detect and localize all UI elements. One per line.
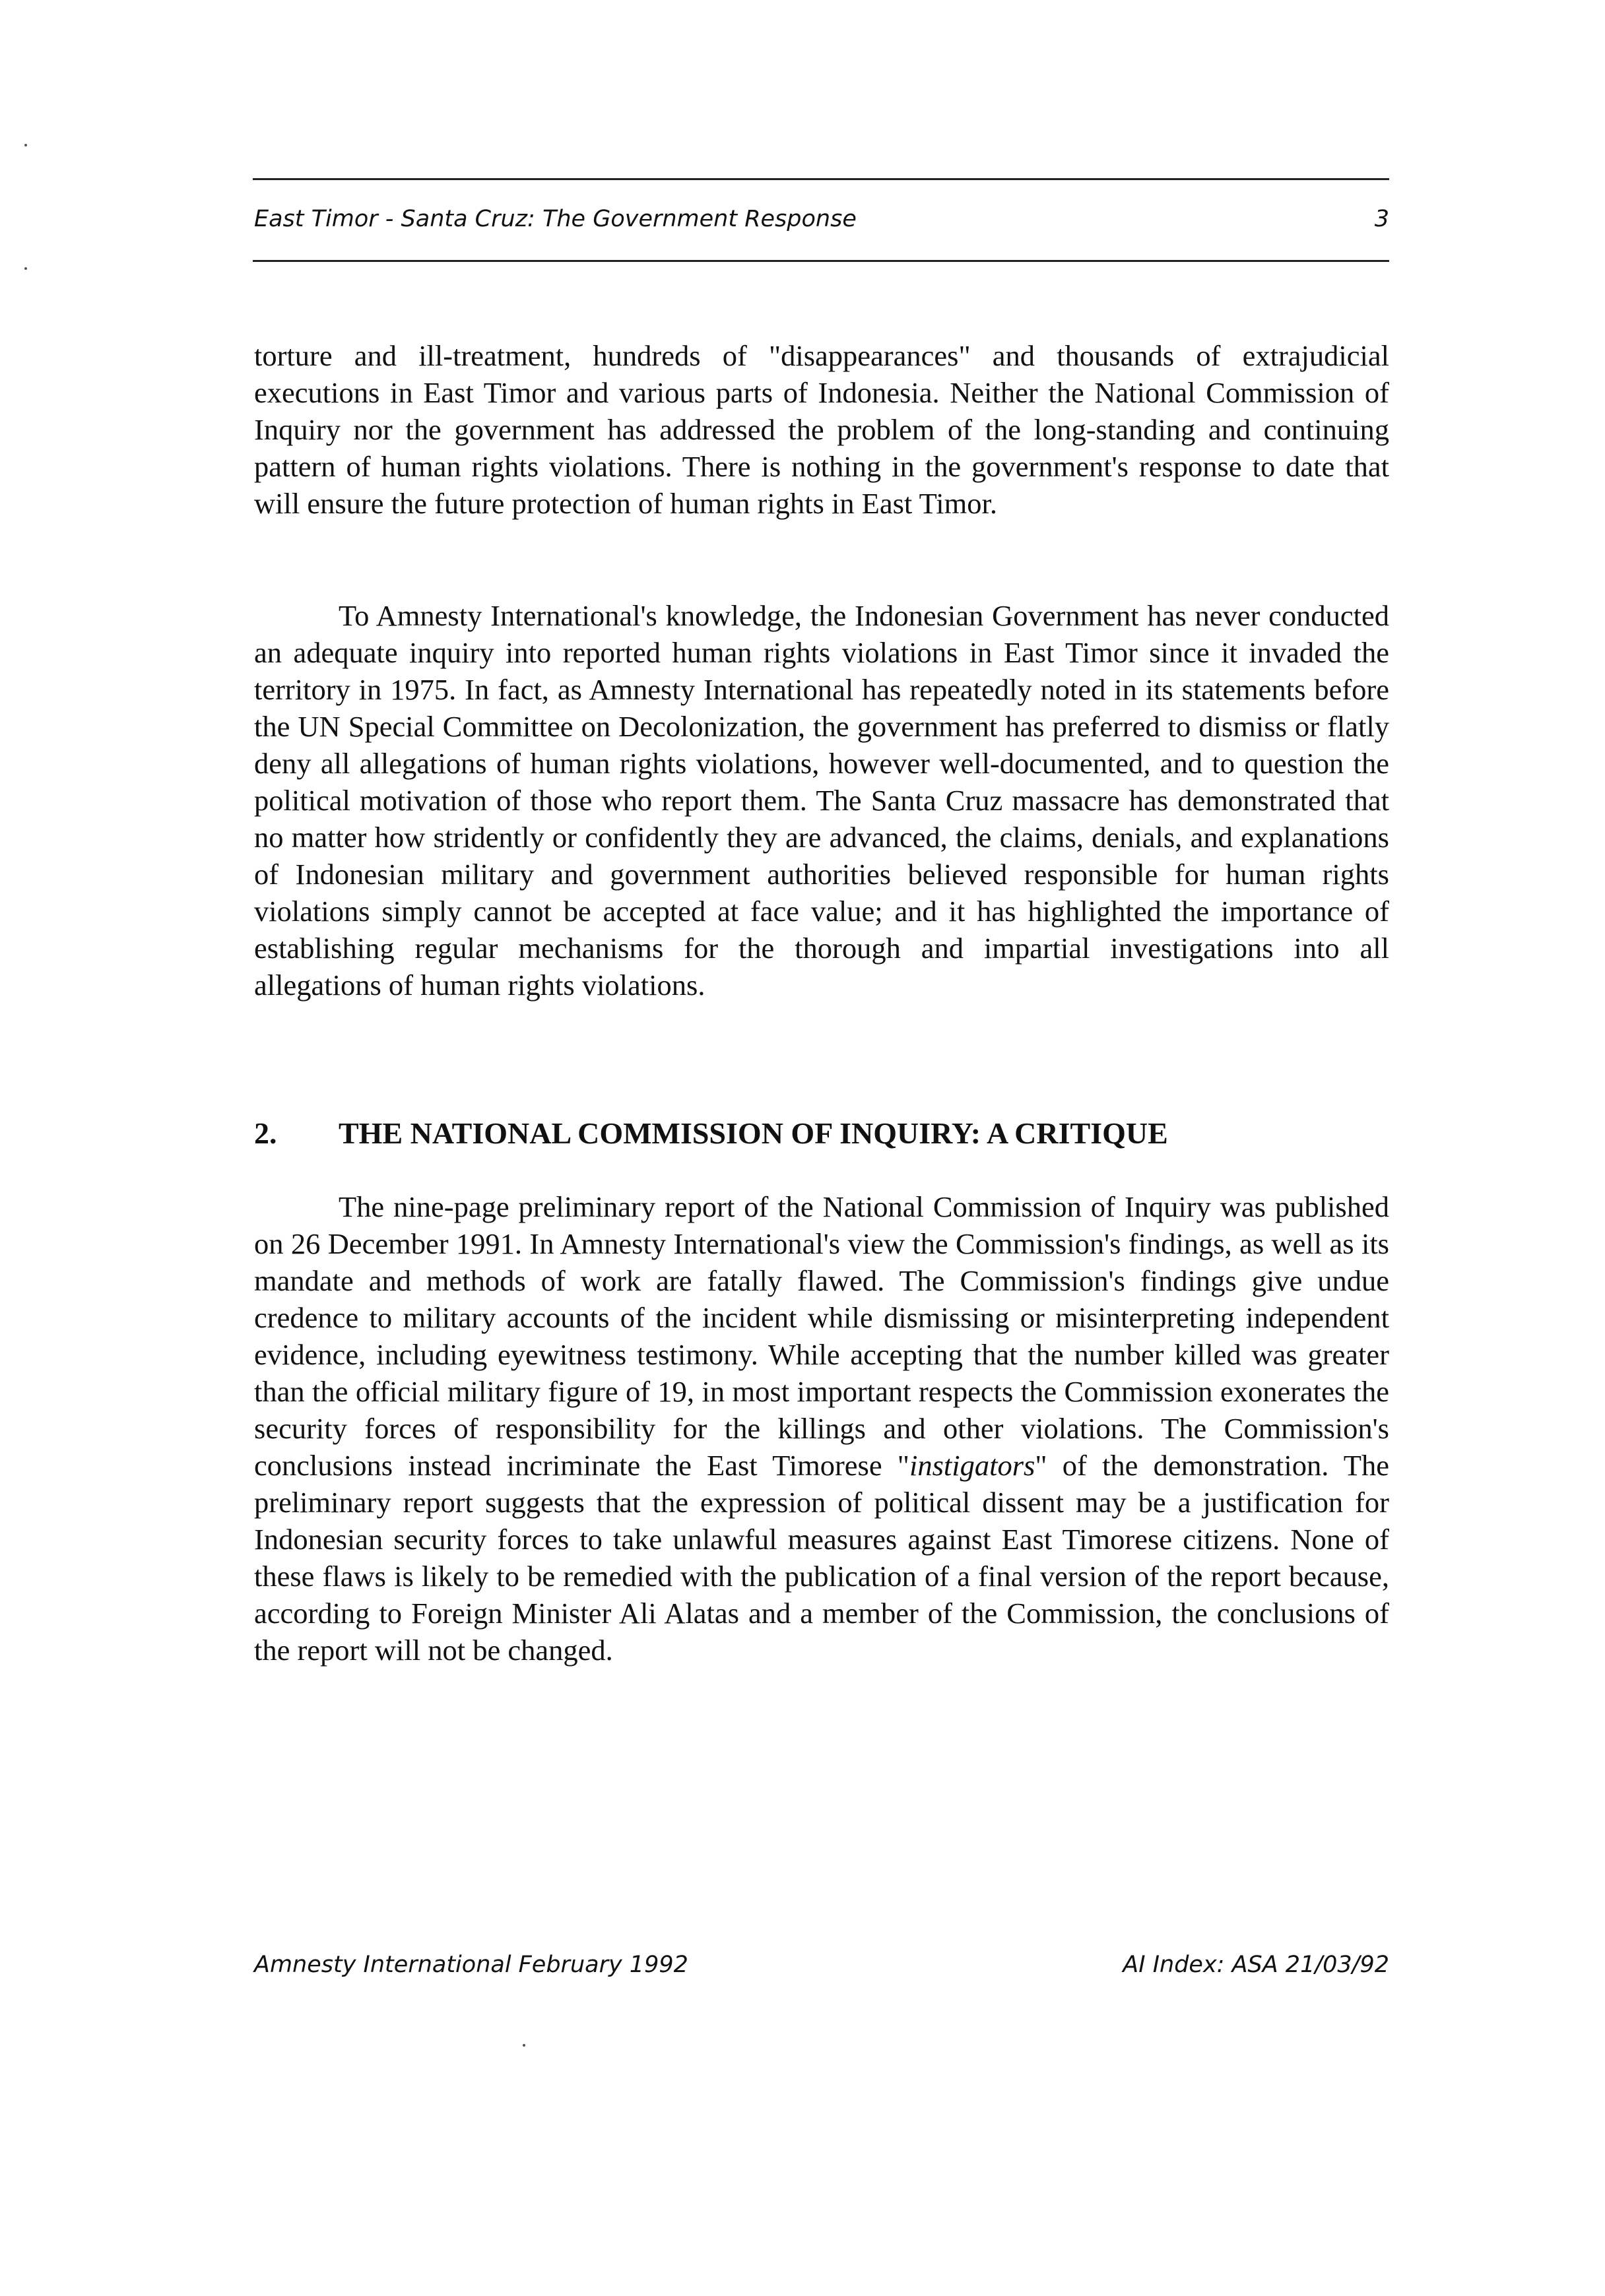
header-rule-top: [253, 178, 1389, 180]
footer-index: AI Index: ASA 21/03/92: [1123, 1952, 1389, 1978]
emphasis-text: instigators: [909, 1449, 1035, 1482]
scan-speck: [523, 2044, 525, 2047]
body-paragraph: [254, 1188, 1389, 1669]
section-title: THE NATIONAL COMMISSION OF INQUIRY: A CRITIQUE: [339, 1116, 1168, 1150]
scan-speck: [24, 144, 27, 146]
paragraph-text: To Amnesty International's knowledge, the Indonesian Government has never conducted an adequate inquiry into reported human rights violations in East Timor since it invaded the territory in 1975. In fact, as Amnesty International has repeatedly noted in its statements before the UN Special Committee on Decolonization, the government has preferred to dismiss or flatly deny all allegations of human rights violations, however well-documented, and to question the political motivation of those who report them. The Santa Cruz massacre has demonstrated that no matter how stridently or confidently they are advanced, the claims, denials, and explanations of Indonesian military and government authorities believed responsible for human rights violations simply cannot be accepted at face value; and it has highlighted the importance of establishing regular mechanisms for the thorough and impartial investigations into all allegations of human rights violations.: [254, 599, 1389, 1002]
body-paragraph: [254, 597, 1389, 1004]
scan-speck: [24, 267, 27, 270]
section-number: 2.: [254, 1116, 277, 1150]
running-head-title: East Timor - Santa Cruz: The Government Response: [254, 206, 857, 232]
paragraph-text-part: The nine-page preliminary report of the National Commission of Inquiry was published on 26 December 1991. In Amnesty International's view the Commission's findings, as well as its mandate and methods of work are fatally flawed. The Commission's findings give undue credence to military accounts of the incident while dismissing or misinterpreting independent evidence, including eyewitness testimony. While accepting that the number killed was greater than the official military figure of 19, in most important respects the Commission exonerates the security forces of responsibility for the killings and other violations. The Commission's conclusions instead incriminate the East Timorese ": [254, 1190, 1389, 1482]
paragraph-text: torture and ill-treatment, hundreds of "disappearances" and thousands of extrajudicial executions in East Timor and various parts of Indonesia. Neither the National Commission of Inquiry nor the government has addressed the problem of the long-standing and continuing pattern of human rights violations. There is nothing in the government's response to date that will ensure the future protection of human rights in East Timor.: [254, 339, 1389, 520]
body-paragraph: [254, 337, 1389, 522]
header-rule-bottom: [253, 260, 1389, 262]
page-number: 3: [1374, 206, 1389, 232]
footer-publisher: Amnesty International February 1992: [254, 1952, 688, 1978]
paragraph-text: [254, 1188, 1389, 1669]
paragraph-text-part: " of the demonstration. The preliminary report suggests that the expression of political dissent may be a justification for Indonesian security forces to take unlawful measures against East Timorese citizens. None of these flaws is likely to be remedied with the publication of a final version of the report because, according to Foreign Minister Ali Alatas and a member of the Commission, the conclusions of the report will not be changed.: [254, 1449, 1389, 1667]
